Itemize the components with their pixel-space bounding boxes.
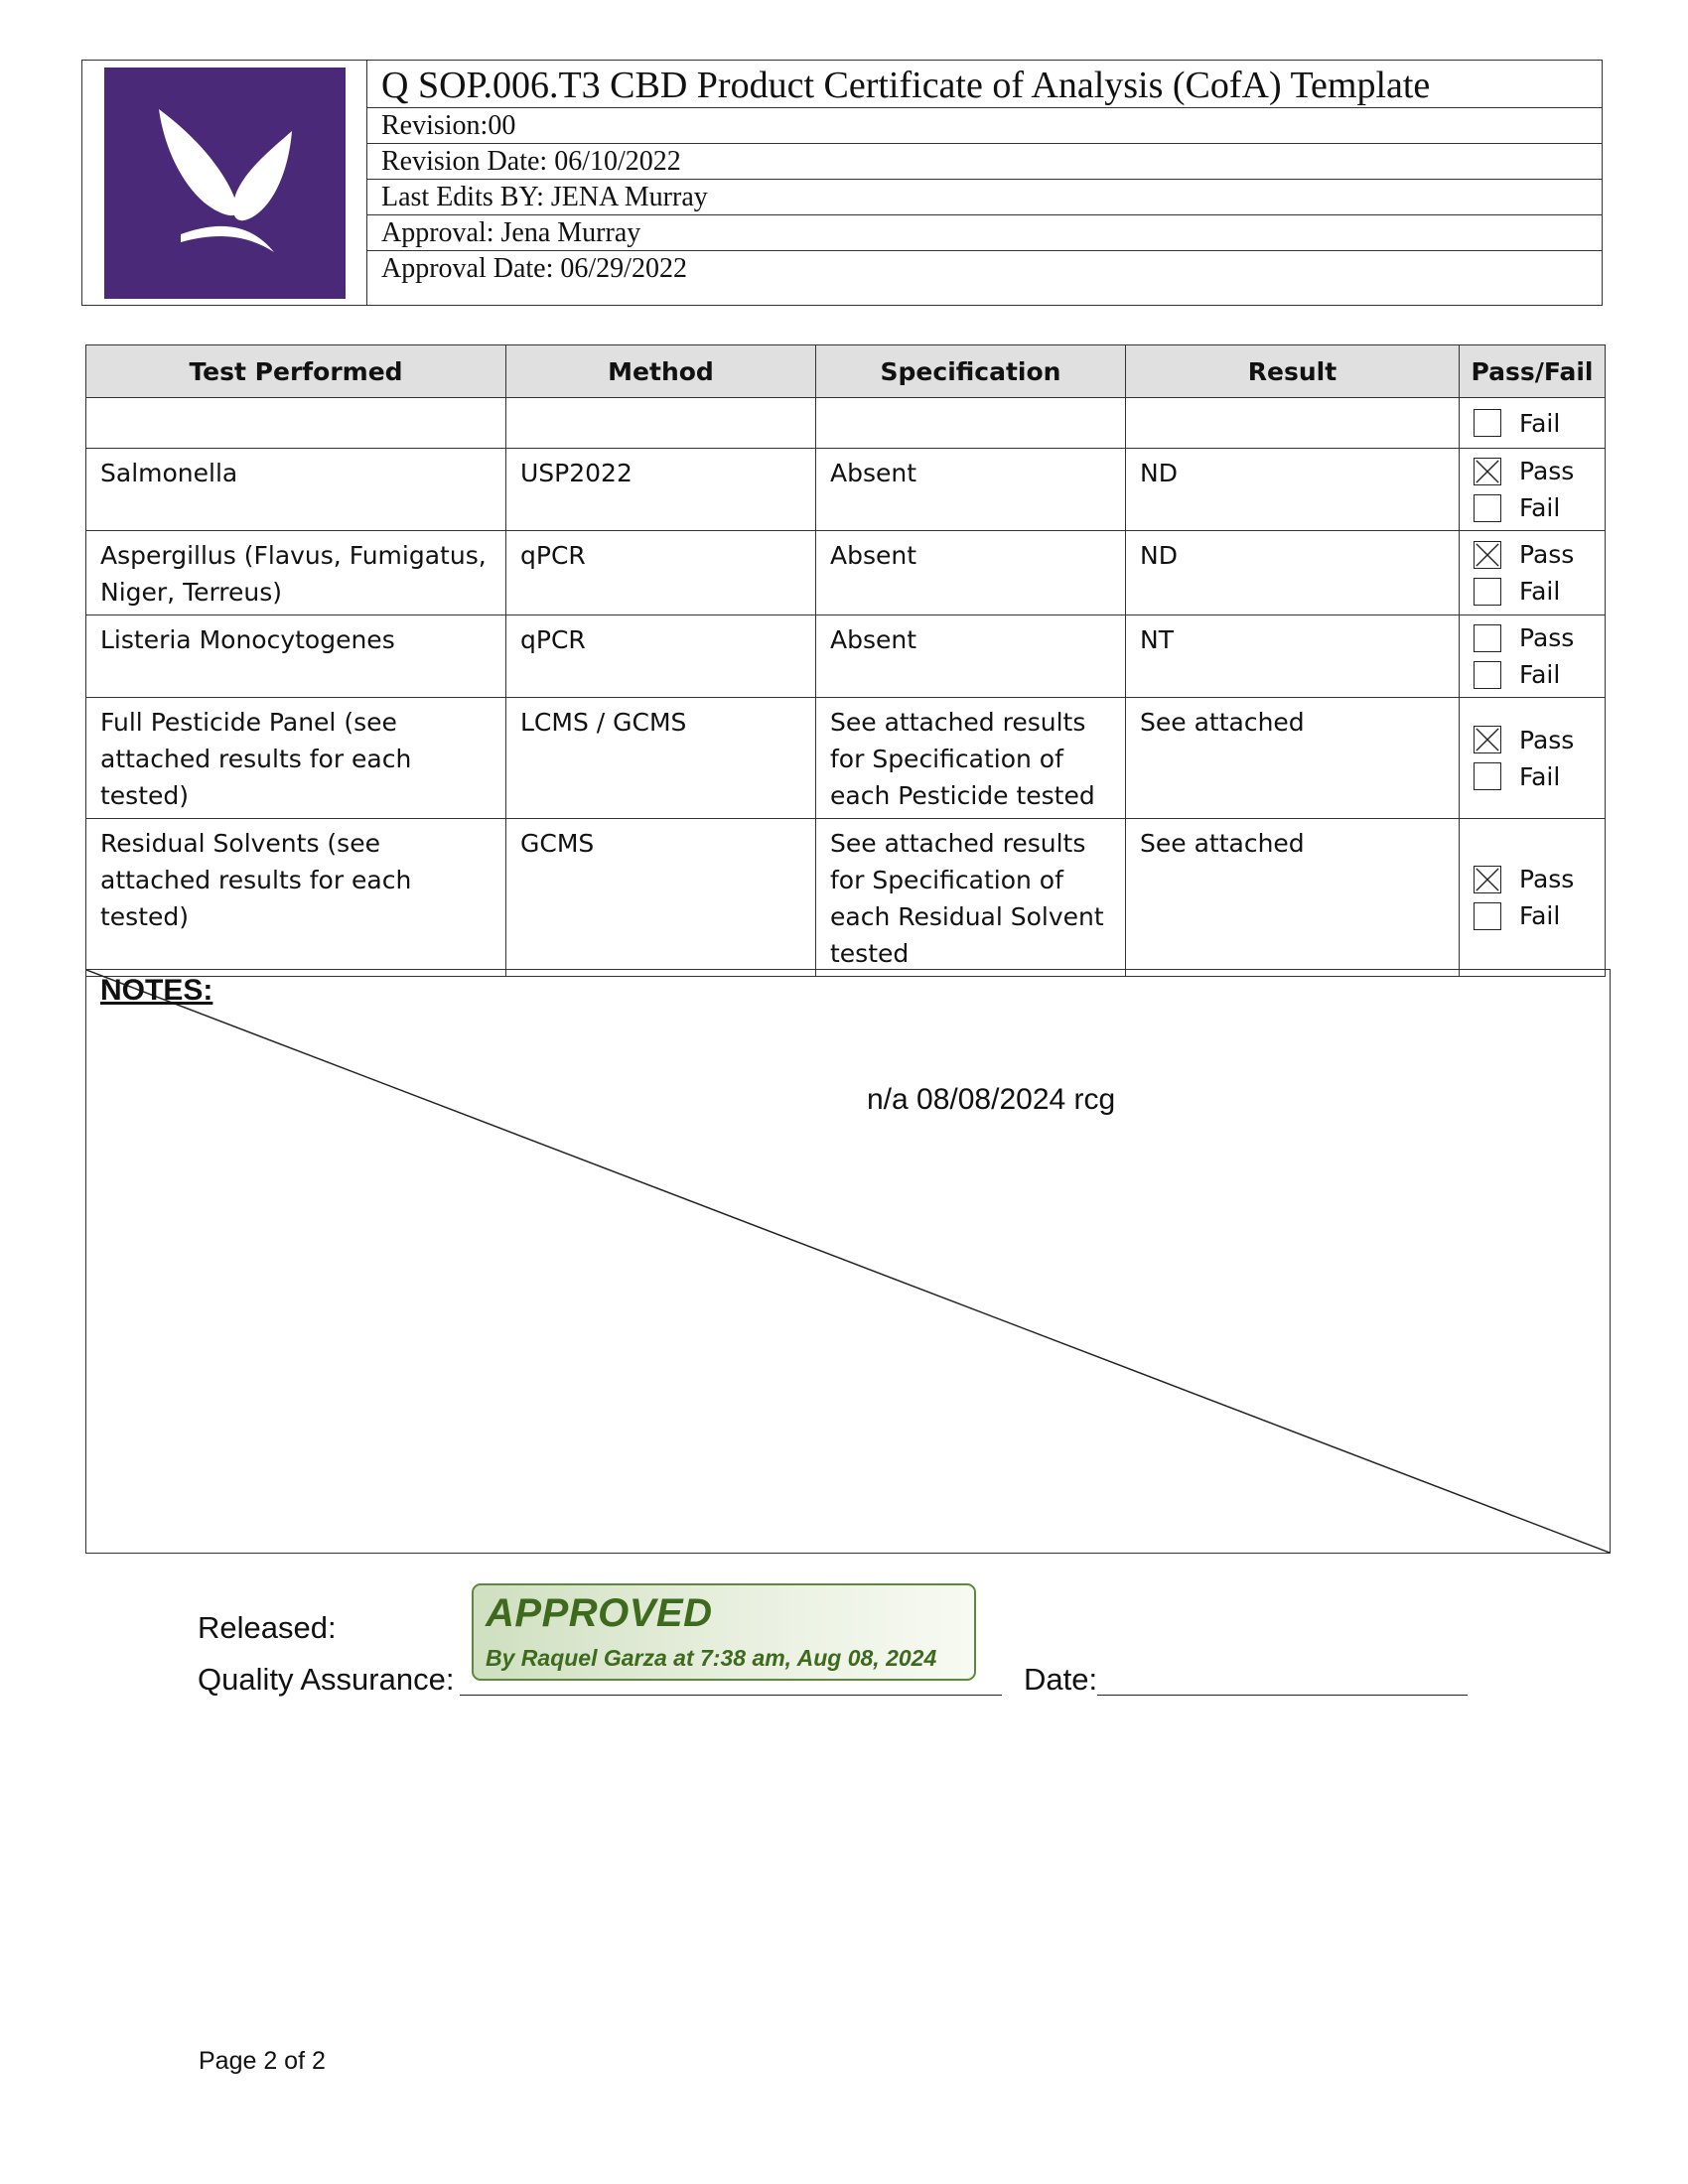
pass-fail-cell: [1460, 698, 1606, 819]
pass-checkbox-checked[interactable]: [1474, 866, 1501, 893]
col-pass-fail: Pass/Fail: [1460, 345, 1606, 398]
method-cell: USP2022: [506, 449, 816, 531]
pass-label: Pass: [1519, 865, 1575, 893]
method-cell: qPCR: [506, 615, 816, 698]
pass-fail-cell: [1460, 531, 1606, 615]
fail-label: Fail: [1519, 408, 1561, 438]
pass-fail-cell: [1460, 449, 1606, 531]
pass-option[interactable]: [1474, 536, 1605, 573]
test-cell: Aspergillus (Flavus, Fumigatus, Niger, Terreus): [86, 531, 506, 615]
stamp-title: APPROVED: [486, 1591, 713, 1635]
document-header: [81, 60, 1603, 306]
pass-label: Pass: [1519, 725, 1575, 754]
test-cell: Salmonella: [86, 449, 506, 531]
fail-option[interactable]: [1474, 758, 1605, 795]
date-line: [1097, 1695, 1468, 1696]
qa-signature-line: [460, 1695, 1002, 1696]
method-cell: GCMS: [506, 819, 816, 977]
logo-cell: [82, 61, 367, 305]
document-title: Q SOP.006.T3 CBD Product Certificate of Analysis (CofA) Template: [367, 61, 1602, 108]
pass-option[interactable]: [1474, 722, 1605, 758]
test-cell: [86, 398, 506, 449]
pass-option[interactable]: [1474, 861, 1605, 897]
fail-label: Fail: [1519, 493, 1561, 522]
col-specification: Specification: [816, 345, 1126, 398]
notes-text: n/a 08/08/2024 rcg: [867, 1083, 1116, 1116]
result-cell: See attached: [1126, 819, 1460, 977]
table-row: [86, 615, 1606, 698]
pass-fail-cell: [1460, 398, 1606, 449]
table-row: [86, 819, 1606, 977]
method-cell: LCMS / GCMS: [506, 698, 816, 819]
pass-checkbox-checked[interactable]: [1474, 726, 1501, 753]
method-cell: [506, 398, 816, 449]
notes-box: [85, 969, 1611, 1554]
date-label: Date:: [1024, 1662, 1098, 1697]
revision: Revision:00: [367, 108, 1602, 144]
header-info: [367, 61, 1602, 305]
stamp-subtitle: By Raquel Garza at 7:38 am, Aug 08, 2024: [486, 1645, 937, 1671]
spec-cell: Absent: [816, 449, 1126, 531]
method-cell: qPCR: [506, 531, 816, 615]
result-cell: [1126, 398, 1460, 449]
test-cell: Full Pesticide Panel (see attached results for each tested): [86, 698, 506, 819]
fail-label: Fail: [1519, 660, 1561, 689]
table-row: [86, 531, 1606, 615]
pass-option[interactable]: [1474, 453, 1605, 489]
approved-stamp: [472, 1583, 976, 1681]
last-edits: Last Edits BY: JENA Murray: [367, 180, 1602, 215]
fail-checkbox[interactable]: [1474, 661, 1501, 689]
test-cell: Listeria Monocytogenes: [86, 615, 506, 698]
fail-checkbox[interactable]: [1474, 409, 1501, 437]
col-method: Method: [506, 345, 816, 398]
fail-checkbox[interactable]: [1474, 902, 1501, 930]
pass-option[interactable]: [1474, 619, 1605, 656]
released-label: Released:: [198, 1610, 337, 1645]
fail-option[interactable]: [1474, 656, 1605, 693]
fail-checkbox[interactable]: [1474, 578, 1501, 606]
pass-checkbox-checked[interactable]: [1474, 458, 1501, 485]
table-row: [86, 698, 1606, 819]
leaf-logo-icon: [104, 68, 346, 299]
page-number: Page 2 of 2: [199, 2047, 326, 2075]
fail-label: Fail: [1519, 577, 1561, 606]
pass-label: Pass: [1519, 623, 1575, 652]
qa-label: Quality Assurance:: [198, 1662, 455, 1697]
spec-cell: [816, 398, 1126, 449]
table-row: [86, 398, 1606, 449]
spec-cell: See attached results for Specification of each Residual Solvent tested: [816, 819, 1126, 977]
revision-date: Revision Date: 06/10/2022: [367, 144, 1602, 180]
result-cell: See attached: [1126, 698, 1460, 819]
fail-option[interactable]: [1474, 489, 1605, 526]
approval: Approval: Jena Murray: [367, 215, 1602, 251]
result-cell: NT: [1126, 615, 1460, 698]
result-cell: ND: [1126, 531, 1460, 615]
fail-checkbox[interactable]: [1474, 494, 1501, 522]
test-results-table: [85, 344, 1606, 977]
pass-checkbox[interactable]: [1474, 624, 1501, 652]
col-test-performed: Test Performed: [86, 345, 506, 398]
fail-option[interactable]: [1474, 573, 1605, 610]
notes-label: NOTES:: [100, 974, 213, 1007]
test-cell: Residual Solvents (see attached results for each tested): [86, 819, 506, 977]
pass-label: Pass: [1519, 540, 1575, 569]
fail-checkbox[interactable]: [1474, 762, 1501, 790]
fail-option[interactable]: [1474, 405, 1605, 442]
strike-through-line: [86, 970, 1610, 1553]
pass-label: Pass: [1519, 457, 1575, 485]
pass-checkbox-checked[interactable]: [1474, 541, 1501, 569]
fail-option[interactable]: [1474, 897, 1605, 934]
pass-fail-cell: [1460, 615, 1606, 698]
pass-fail-cell: [1460, 819, 1606, 977]
result-cell: ND: [1126, 449, 1460, 531]
spec-cell: Absent: [816, 615, 1126, 698]
fail-label: Fail: [1519, 761, 1561, 791]
table-row: [86, 449, 1606, 531]
spec-cell: Absent: [816, 531, 1126, 615]
fail-label: Fail: [1519, 901, 1561, 930]
col-result: Result: [1126, 345, 1460, 398]
approval-date: Approval Date: 06/29/2022: [381, 253, 687, 284]
table-header-row: [86, 345, 1606, 398]
spec-cell: See attached results for Specification of each Pesticide tested: [816, 698, 1126, 819]
